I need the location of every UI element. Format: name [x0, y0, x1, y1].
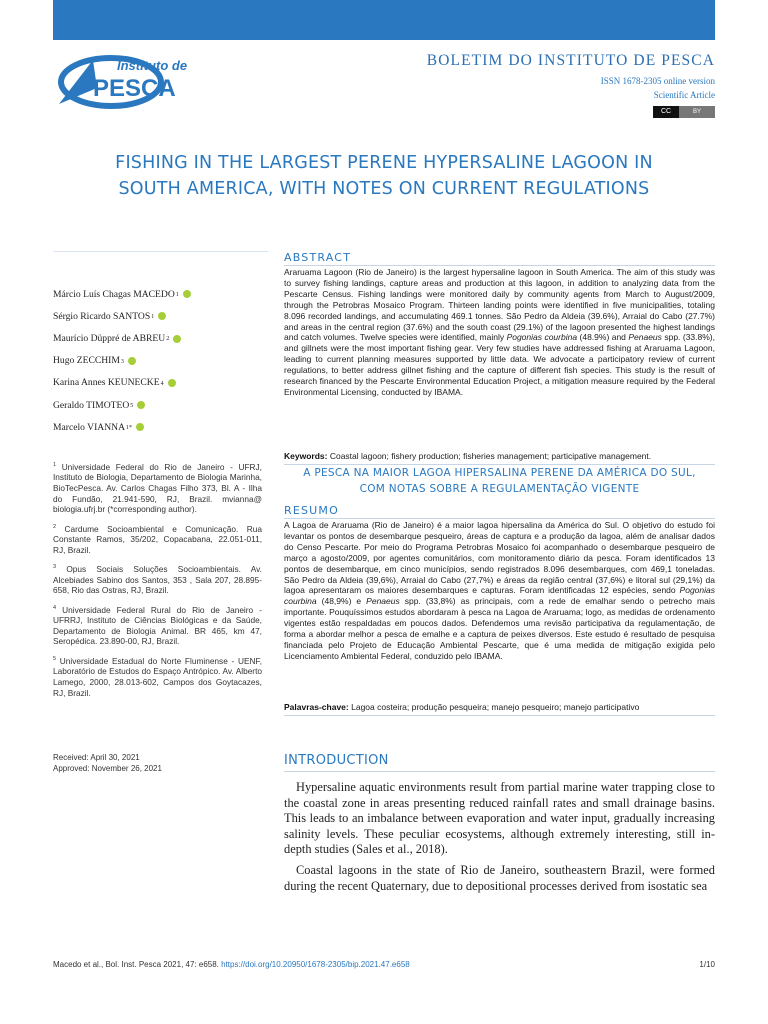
author-name: Marcelo VIANNA: [53, 421, 126, 433]
abstract-part: (48.9%) and: [577, 332, 629, 343]
by-icon: BY: [679, 106, 715, 118]
affiliation-sup: 2: [53, 523, 57, 530]
author-sup: 1: [175, 292, 179, 298]
resumo-heading: RESUMO: [284, 504, 339, 517]
orcid-icon[interactable]: [128, 357, 136, 365]
affiliation: [53, 460, 262, 515]
affiliation-text: Cardume Socioambiental e Comunicação. Rua Constante Ramos, 35/202, Copacabana, 22.051-011, RJ, Brazil.: [53, 523, 262, 555]
author: [53, 394, 268, 416]
abstract-text: [284, 267, 715, 398]
author-sup: 2: [166, 336, 170, 343]
species-name: Pogonias courbina: [284, 585, 715, 607]
title-line-1: FISHING IN THE LARGEST PERENE HYPERSALINE LAGOON IN: [115, 153, 653, 173]
author-name: Geraldo TIMOTEO: [53, 399, 130, 411]
orcid-icon[interactable]: [136, 423, 144, 431]
affiliation: [53, 654, 262, 698]
abstract-part: Araruama Lagoon (Rio de Janeiro) is the largest hypersaline lagoon in South America. The aim of this study was to survey fishing landings, capture areas and production at this lagoon, in addition to analyzing data from the Pescarte Census. Fishing landings were monitored daily by community agents from March to August/2009, through the Petrobras Mosaico Program. Thirteen landing points were identified in five municipalities, totaling 8.096 recorded landings, and accumulating 469.1 tonnes. São Pedro da Aldeia (39.6%), Arraial do Cabo (27.7%) and areas in the central region (37.6%) and the south coast (29.1%) of the lagoon presented the highest landings and catch volumes. Twelve species were identified, mainly: [284, 267, 715, 343]
author-sup: 4: [160, 380, 164, 387]
resumo-part: spp. (33,8%) as principais, com a rede de emalhar sendo o petrecho mais importante. Pouquíssimos estudos abordaram à pesca na Lagoa de Araruama; logo, as medidas de ordenamento vigentes estão respaldadas em poucos dados. Defendemos uma revisão participativa da regulamentação, de forma a abordar melhor a pesca de emalhe e a captura de peixes diversos. Este estudo é resultado de pesquisa financiada pelo Projeto de Educação Ambiental Pescarte, que é uma medida de mitigação exigida pelo Licenciamento Ambiental Federal, conduzido pelo IBAMA.: [284, 596, 715, 661]
abstract-rule: [284, 265, 715, 266]
orcid-icon[interactable]: [158, 312, 166, 320]
palavras-chave: [284, 702, 715, 712]
abstract-heading: ABSTRACT: [284, 251, 352, 264]
logo-main-text: PESCA: [93, 75, 176, 102]
page-number: 1/10: [699, 960, 715, 969]
author-list: [53, 283, 268, 438]
author: [53, 372, 268, 394]
cc-icon: CC: [653, 106, 679, 118]
affiliation-text: Universidade Federal do Rio de Janeiro - UFRJ, Instituto de Biologia, Departamento de Biologia Marinha, BioTecPesca. Av. Carlos Chagas Filho 373, Bl. A - Ilha do Fundão, 21.941-590, RJ, Brazil. mvianna@ biologia.ufrj.br (*corresponding author).: [53, 461, 262, 515]
author-sup: 5: [130, 403, 134, 410]
affiliation-text: Universidade Federal Rural do Rio de Janeiro - UFRRJ, Instituto de Ciências Biológicas e da Saúde, Departamento de Biologia Animal. BR 465, km 47, Seropédica. 23.890-00, RJ, Brazil.: [53, 604, 262, 647]
author-name: Márcio Luís Chagas MACEDO: [53, 288, 175, 300]
author-sup: 1*: [126, 425, 133, 432]
author: [53, 350, 268, 372]
affiliation: [53, 603, 262, 647]
introduction-heading: INTRODUCTION: [284, 753, 389, 768]
issn-text: ISSN 1678-2305 online version: [600, 76, 715, 86]
palavras-rule: [284, 715, 715, 716]
affiliation: [53, 522, 262, 556]
journal-title: BOLETIM DO INSTITUTO DE PESCA: [426, 52, 715, 69]
introduction-text: [284, 780, 715, 899]
pt-title-line-1: A PESCA NA MAIOR LAGOA HIPERSALINA PERENE DA AMÉRICA DO SUL,: [303, 467, 696, 479]
citation-text: Macedo et al., Bol. Inst. Pesca 2021, 47: e658.: [53, 960, 222, 969]
author-name: Hugo ZECCHIM: [53, 355, 120, 367]
approved-date: Approved: November 26, 2021: [53, 764, 162, 773]
resumo-part: A Lagoa de Araruama (Rio de Janeiro) é a maior lagoa hipersalina da América do Sul. O objetivo do estudo foi levantar os pontos de desembarque pesqueiro, áreas de captura e a produção da lagoa, além de analisar dados do Censo Pescarte. Por meio do Programa Petrobras Mosaico foi acompanhado o desembarque pesqueiro de março a agosto/2009, por agentes comunitários, com monitoramento diário da pesca. Foram identificados 13 pontos de desembarque, em cinco municípios, sendo registrados 8.096 desembarques, com 469,1 toneladas. São Pedro da Aldeia (39,6%), Arraial do Cabo (27,7%) e áreas da região central (37,6%) e litoral sul (29,1%) da lagoa apresentaram os maiores desembarques e capturas. Foram identificadas 12 espécies, sendo: [284, 520, 715, 596]
orcid-icon[interactable]: [183, 290, 191, 298]
abstract-part: spp. (33.8%), and gillnets were the most important fishing gear. Very few studies have addressed fishing at Araruama Lagoon, leading to current planning measures supported by little data. We advocate a participatory review of current regulations, to better address gillnet fishing and the capture of different fish species. This study is the result of research financed by the Pescarte Environmental Education Project, a mitigation measure required by the Federal Environmental Licensing, conducted by IBAMA.: [284, 332, 715, 397]
keywords-text: Coastal lagoon; fishery production; fisheries management; participative management.: [327, 451, 652, 461]
resumo-part: (48,9%) e: [316, 596, 367, 607]
affiliation-text: Opus Sociais Soluções Socioambientais. Av. Alcebiades Sabino dos Santos, 353 , Sala 207, 28.895-658, Rio das Ostras, RJ, Brazil.: [53, 564, 262, 596]
page-footer: [53, 960, 715, 969]
species-name: Penaeus: [628, 332, 662, 343]
portuguese-title: [284, 465, 715, 497]
article-dates: [53, 752, 162, 774]
affiliation-sup: 4: [53, 604, 57, 611]
author: [53, 283, 268, 305]
introduction-rule: [284, 771, 715, 772]
affiliation: [53, 562, 262, 596]
author: [53, 327, 268, 349]
author-name: Maurício Düppré de ABREU: [53, 332, 166, 344]
journal-logo: [53, 48, 203, 110]
author: [53, 416, 268, 438]
keywords: [284, 451, 715, 461]
title-line-2: SOUTH AMERICA, WITH NOTES ON CURRENT REGULATIONS: [118, 179, 650, 199]
logo-top-text: Instituto de: [117, 58, 188, 73]
author: [53, 305, 268, 327]
species-name: Pogonias courbina: [506, 332, 578, 343]
keywords-label: Keywords:: [284, 451, 328, 461]
top-color-bar: [53, 0, 715, 40]
keywords-label: Palavras-chave:: [284, 702, 349, 712]
author-sup: 3: [120, 358, 124, 365]
author-name: Sérgio Ricardo SANTOS: [53, 310, 151, 322]
doi-link[interactable]: https://doi.org/10.20950/1678-2305/bip.2021.47.e658: [221, 960, 410, 969]
received-date: Received: April 30, 2021: [53, 753, 140, 762]
author-sup: 1: [151, 314, 155, 321]
orcid-icon[interactable]: [173, 335, 181, 343]
left-divider: [53, 251, 268, 252]
cc-license-badge[interactable]: [653, 106, 715, 118]
keywords-text: Lagoa costeira; produção pesqueira; manejo pesqueiro; manejo participativo: [348, 702, 640, 712]
resumo-text: [284, 520, 715, 662]
author-name: Karina Annes KEUNECKE: [53, 377, 160, 389]
affiliation-sup: 1: [53, 462, 57, 468]
species-name: Penaeus: [366, 596, 400, 607]
orcid-icon[interactable]: [137, 401, 145, 409]
resumo-rule: [284, 518, 715, 519]
article-title: [60, 150, 708, 202]
affiliation-sup: 3: [53, 564, 57, 571]
intro-paragraph: Coastal lagoons in the state of Rio de Janeiro, southeastern Brazil, were formed during the recent Quaternary, due to depositional processes derived from isostatic sea: [284, 862, 715, 893]
article-type: Scientific Article: [653, 90, 715, 100]
fish-logo-icon: [53, 48, 203, 110]
intro-paragraph: Hypersaline aquatic environments result from partial marine water trapping close to the coastal zone in areas presenting reduced rainfall rates and small drainage basins. This leads to an imbalance between evaporation and water input, gradually increasing salinity levels. These peculiar ecosystems, although extremely interesting, still in-depth studies (Sales et al., 2018).: [284, 780, 715, 857]
affiliation-list: [53, 460, 262, 705]
affiliation-text: Universidade Estadual do Norte Fluminense - UENF, Laboratório de Estudos do Espaço Antrópico. Av. Alberto Lamego, 2000, 28.013-602, Campos dos Goytacazes, RJ, Brazil.: [53, 655, 262, 698]
pt-title-line-2: COM NOTAS SOBRE A REGULAMENTAÇÃO VIGENTE: [359, 483, 640, 495]
orcid-icon[interactable]: [168, 379, 176, 387]
affiliation-sup: 5: [53, 655, 57, 662]
